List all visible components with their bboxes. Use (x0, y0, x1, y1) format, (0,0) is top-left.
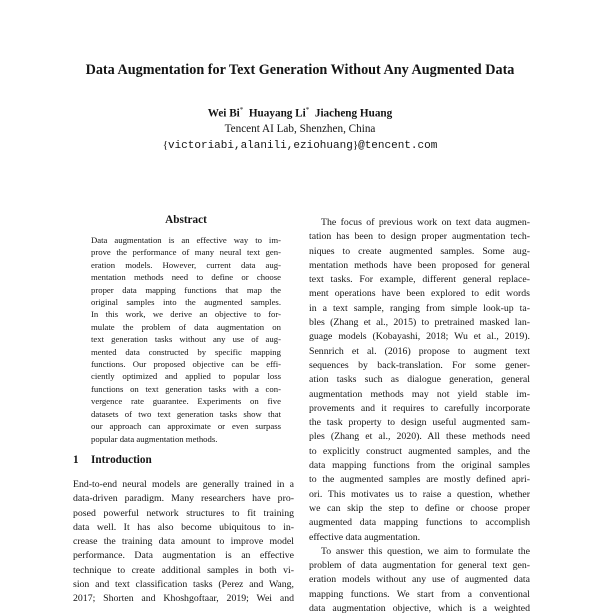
paper-title: Data Augmentation for Text Generation Without Any Augmented Data (85, 62, 515, 78)
body-line: guage models (Kobayashi, 2018; Wu et al., 2019). (309, 331, 530, 343)
intro-line: crease the training data amount to improve model (73, 536, 294, 548)
body-line: data augmentation objective, which is a weighted (309, 603, 530, 615)
abstract-line: functions. Our proposed objective can be effi- (91, 359, 281, 370)
body-line: mentation methods have been proposed for general (309, 259, 530, 271)
abstract-body (91, 234, 281, 445)
email-domain: @tencent.com (358, 140, 438, 152)
abstract-line: In this work, we derive an objective to for- (91, 309, 281, 320)
body-line: Sennrich et al. (2016) propose to augment text (309, 345, 530, 357)
body-line: in a text sample, ranging from simple look-up ta- (309, 302, 530, 314)
body-line: tation has been to design proper augmentation tech- (309, 231, 530, 243)
body-line: niques to create augmented samples. Some aug- (309, 245, 530, 257)
section-number: 1 (73, 454, 79, 466)
author-mark: * (305, 106, 310, 114)
author-name: Huayang Li (248, 107, 306, 120)
intro-line: data-driven paradigm. Many researchers have pro- (73, 493, 294, 505)
author-list (0, 106, 600, 120)
intro-line: data well. It has also become ubiquitous to in- (73, 521, 294, 533)
body-line: bles (Zhang et al., 2015) to pretrained masked lan- (309, 317, 530, 329)
author-emails (0, 139, 600, 152)
body-line: ment operations have been explored to edit words (309, 288, 530, 300)
body-line: The focus of previous work on text data augmen- (321, 217, 530, 228)
body-line: provements and it requires to carefully incorporate (309, 402, 530, 414)
intro-line: sion and text classification tasks (Perez and Wang, (73, 579, 294, 591)
abstract-line: our approach can approximate or even surpass (91, 421, 281, 432)
body-line: data mapping functions from the original samples (309, 460, 530, 472)
abstract-line: functions on text generation tasks with a con- (91, 383, 281, 394)
abstract-line: mented data constructed by specific mapping (91, 346, 281, 357)
body-line: text tasks. For example, different general replace- (309, 274, 530, 286)
right-column-body (309, 216, 530, 616)
abstract-heading: Abstract (165, 214, 207, 226)
body-line: to explicitly construct augmented samples, and the (309, 445, 530, 457)
abstract-line: original samples into the augmented samples. (91, 297, 281, 308)
affiliation: Tencent AI Lab, Shenzhen, China (224, 123, 376, 135)
email-users: victoriabi,alanili,eziohuang (167, 140, 353, 152)
abstract-line: ciently optimized and applied to popular loss (91, 371, 281, 382)
abstract-line: vergence rate guarantee. Experiments on five (91, 396, 281, 407)
body-line: augmentation methods may not yield stable im- (309, 388, 530, 400)
abstract-line: mulate the problem of data augmentation on (91, 321, 281, 332)
body-line: we can skip the step to define or choose proper (309, 502, 530, 514)
intro-line: 2017; Shorten and Khoshgoftaar, 2019; Wei and (73, 593, 294, 605)
section-title: Introduction (91, 454, 152, 466)
body-line: augmented data mapping functions to accomplish (309, 517, 530, 529)
introduction-body (73, 478, 294, 607)
intro-line: technique to create additional samples in both vi- (73, 564, 294, 576)
body-line: To answer this question, we aim to formulate the (321, 545, 530, 557)
author-name: Wei Bi (207, 107, 240, 120)
intro-line: posed powerful network structures to fit training (73, 507, 294, 519)
body-line: the task property to design useful augmented sam- (309, 417, 530, 429)
brace-open: { (162, 139, 168, 151)
abstract-line: datasets of two text generation tasks show that (91, 408, 281, 419)
body-line: ples (Zhang et al., 2020). All these methods need (309, 431, 530, 443)
author-mark: * (239, 106, 244, 114)
body-line: problem of data augmentation for general text gen- (309, 560, 530, 572)
author-name: Jiacheng Huang (314, 107, 393, 120)
body-line: ori. This motivates us to raise a question, whether (309, 488, 530, 500)
brace-close: } (352, 139, 359, 151)
body-line: mapping functions. We start from a conventional (309, 588, 530, 600)
abstract-line: mentation methods need to define or choose (91, 272, 281, 283)
body-line: eration models without any use of augmented data (309, 574, 530, 586)
body-line: ation tasks such as dialogue generation, general (309, 374, 530, 386)
abstract-line: proper data mapping functions that map the (91, 284, 281, 295)
body-line: sequences by back-translation. For some gener- (309, 359, 530, 371)
intro-line: performance. Data augmentation is an effective (73, 550, 294, 562)
body-line: to the augmented samples are mostly defined apri- (309, 474, 530, 486)
abstract-line: text generation tasks without any use of aug- (91, 334, 281, 345)
abstract-line: Data augmentation is an effective way to im- (91, 235, 281, 245)
abstract-line: popular data augmentation methods. (91, 433, 218, 444)
abstract-line: prove the performance of many neural text gen- (91, 247, 281, 258)
abstract-line: eration models. However, current data aug- (91, 259, 281, 270)
intro-line: End-to-end neural models are generally trained in a (73, 479, 294, 490)
body-line: effective data augmentation. (309, 531, 421, 543)
section-heading-introduction (73, 454, 152, 466)
